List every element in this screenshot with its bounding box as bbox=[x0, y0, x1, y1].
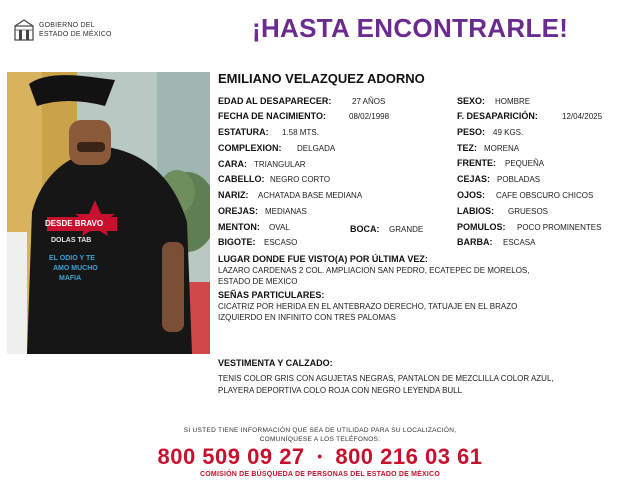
edad-value: 27 AÑOS bbox=[352, 97, 386, 106]
fecha-nacimiento-label: FECHA DE NACIMIENTO: bbox=[218, 111, 326, 121]
cabello-label: CABELLO: bbox=[218, 174, 265, 184]
pomulos-value: POCO PROMINENTES bbox=[517, 223, 602, 232]
phone-separator: • bbox=[317, 448, 323, 464]
cejas-label: CEJAS: bbox=[457, 174, 491, 184]
boca-value: GRANDE bbox=[389, 225, 424, 234]
frente-value: PEQUEÑA bbox=[505, 159, 545, 168]
peso-value: 49 KGS. bbox=[493, 128, 524, 137]
government-logo bbox=[13, 18, 113, 48]
complexion-label: COMPLEXION: bbox=[218, 143, 282, 153]
complexion-value: DELGADA bbox=[297, 144, 336, 153]
f-desaparicion-value: 12/04/2025 bbox=[562, 112, 603, 121]
menton-label: MENTON: bbox=[218, 222, 260, 232]
shirt-text-5: MAFIA bbox=[59, 275, 82, 282]
tez-label: TEZ: bbox=[457, 143, 477, 153]
logo-line-1: GOBIERNO DEL bbox=[39, 22, 95, 29]
vestimenta-line-2: PLAYERA DEPORTIVA COLO ROJA CON NEGRO LEYENDA BULL bbox=[218, 386, 463, 395]
nariz-value: ACHATADA BASE MEDIANA bbox=[258, 191, 363, 200]
vestimenta-label: VESTIMENTA Y CALZADO: bbox=[218, 358, 333, 368]
senas-line-2: IZQUIERDO EN INFINITO CON TRES PALOMAS bbox=[218, 313, 396, 322]
phone-numbers bbox=[0, 444, 640, 470]
lugar-line-1: LAZARO CARDENAS 2 COL. AMPLIACION SAN PEDRO, ECATEPEC DE MORELOS, bbox=[218, 266, 530, 275]
estatura-label: ESTATURA: bbox=[218, 127, 269, 137]
info-line-1: SI USTED TIENE INFORMACIÓN QUE SEA DE UTILIDAD PARA SU LOCALIZACIÓN, bbox=[183, 427, 457, 434]
missing-person-photo bbox=[7, 72, 210, 354]
tez-value: MORENA bbox=[484, 144, 520, 153]
estatura-value: 1.58 MTS. bbox=[282, 128, 319, 137]
shirt-text-1: DESDE BRAVO bbox=[45, 219, 104, 228]
senas-line-1: CICATRIZ POR HERIDA EN EL ANTEBRAZO DERECHO, TATUAJE EN EL BRAZO bbox=[218, 302, 518, 311]
sexo-label: SEXO: bbox=[457, 96, 486, 106]
ojos-label: OJOS: bbox=[457, 190, 486, 200]
orejas-label: OREJAS: bbox=[218, 206, 259, 216]
barba-value: ESCASA bbox=[503, 238, 536, 247]
labios-value: GRUESOS bbox=[508, 207, 549, 216]
vestimenta-line-1: TENIS COLOR GRIS CON AGUJETAS NEGRAS, PANTALON DE MEZCLILLA COLOR AZUL, bbox=[218, 374, 554, 383]
info-line-2: COMUNÍQUESE A LOS TELÉFONOS: bbox=[259, 436, 381, 443]
f-desaparicion-label: F. DESAPARICIÓN: bbox=[457, 111, 538, 121]
lugar-label: LUGAR DONDE FUE VISTO(A) POR ÚLTIMA VEZ: bbox=[218, 254, 428, 264]
boca-label: BOCA: bbox=[350, 224, 380, 234]
sexo-value: HOMBRE bbox=[495, 97, 531, 106]
frente-label: FRENTE: bbox=[457, 158, 496, 168]
person-photo-illustration bbox=[7, 72, 210, 354]
menton-value: OVAL bbox=[269, 223, 290, 232]
logo-line-2: ESTADO DE MÉXICO bbox=[39, 31, 112, 38]
senas-label: SEÑAS PARTICULARES: bbox=[218, 290, 325, 300]
fecha-nacimiento-value: 08/02/1998 bbox=[349, 112, 390, 121]
orejas-value: MEDIANAS bbox=[265, 207, 307, 216]
headline: ¡HASTA ENCONTRARLE! bbox=[252, 13, 569, 43]
state-emblem-icon bbox=[13, 18, 35, 42]
cara-label: CARA: bbox=[218, 159, 247, 169]
cabello-value: NEGRO CORTO bbox=[270, 175, 331, 184]
shirt-text-2: DOLAS TAB bbox=[51, 237, 92, 244]
bigote-value: ESCASO bbox=[264, 238, 298, 247]
pomulos-label: POMULOS: bbox=[457, 222, 506, 232]
cara-value: TRIANGULAR bbox=[254, 160, 306, 169]
phone-2[interactable]: 800 216 03 61 bbox=[335, 444, 483, 469]
phone-1[interactable]: 800 509 09 27 bbox=[157, 444, 305, 469]
barba-label: BARBA: bbox=[457, 237, 493, 247]
bigote-label: BIGOTE: bbox=[218, 237, 256, 247]
peso-label: PESO: bbox=[457, 127, 486, 137]
labios-label: LABIOS: bbox=[457, 206, 494, 216]
shirt-text-3: EL ODIO Y TE bbox=[49, 255, 95, 262]
ojos-value: CAFE OBSCURO CHICOS bbox=[496, 191, 594, 200]
shirt-text-4: AMO MUCHO bbox=[53, 265, 98, 272]
cejas-value: POBLADAS bbox=[497, 175, 541, 184]
edad-label: EDAD AL DESAPARECER: bbox=[218, 96, 332, 106]
footer-organization: COMISIÓN DE BÚSQUEDA DE PERSONAS DEL ESTADO DE MÉXICO bbox=[200, 471, 440, 478]
person-name: EMILIANO VELAZQUEZ ADORNO bbox=[218, 71, 425, 86]
lugar-line-2: ESTADO DE MEXICO bbox=[218, 277, 298, 286]
nariz-label: NARIZ: bbox=[218, 190, 249, 200]
